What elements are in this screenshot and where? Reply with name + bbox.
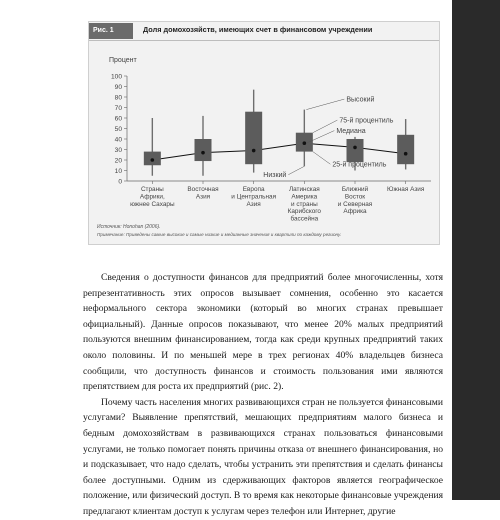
annotation-q1: 25-й процентиль <box>332 161 387 169</box>
x-tick-label: Африки, <box>139 193 165 201</box>
median-trend-line <box>152 143 405 160</box>
figure-label: Рис. 1 <box>89 23 133 39</box>
y-tick-label: 40 <box>114 136 122 144</box>
box <box>347 139 364 162</box>
median-point <box>252 149 256 153</box>
x-tick-label: Америка <box>291 193 318 201</box>
annotation-pointer <box>306 99 344 110</box>
y-tick-label: 100 <box>110 73 122 81</box>
figure <box>88 21 440 245</box>
box <box>245 112 262 165</box>
annotation-pointer <box>313 152 331 165</box>
x-tick-label: Восточная <box>187 186 219 193</box>
y-tick-label: 10 <box>114 167 122 175</box>
y-axis-label: Процент <box>109 57 137 64</box>
y-tick-label: 0 <box>118 178 122 186</box>
x-tick-label: Латинская <box>288 186 320 193</box>
y-tick-label: 30 <box>114 146 122 154</box>
x-tick-label: Азия <box>246 200 261 208</box>
y-tick-label: 50 <box>114 125 122 133</box>
median-point <box>353 146 357 150</box>
annotation-pointer <box>288 166 304 174</box>
x-tick-label: и Центральная <box>231 193 277 201</box>
figure-source: Источник: Honohan (2006). <box>97 224 161 230</box>
paragraph-2: Почему часть населения многих развивающихся стран не пользуется финансовыми услугами? Выявление препятствий, мешающих предприятиям малого бизнеса и бедным домохозяйствам в развивающихся странах пользоваться финансовыми услугами, не только помогает понять причины отказа от внешнего финансирования, но и подсказывает, что надо сделать, чтобы устранить эти препятствия и сделать финансы более доступными. Одним из сдерживающих факторов является географическое положение, или физический доступ. В то время как некоторые финансовые учреждения предлагают клиентам доступ к услугам через телефон или Интернет, другие <box>83 396 443 517</box>
y-tick-label: 60 <box>114 115 122 123</box>
x-tick-label: Азия <box>195 193 211 201</box>
annotation-low: Низкий <box>263 172 287 180</box>
y-tick-label: 90 <box>114 83 122 91</box>
figure-title: Доля домохозяйств, имеющих счет в финансовом учреждении <box>143 25 373 34</box>
median-point <box>303 141 307 145</box>
x-tick-label: и страны <box>290 200 318 208</box>
figure-note: Примечание: Приведены самые высокие и самые низкие и медианные значения и квартили по каждому региону. <box>97 232 342 237</box>
x-tick-label: Европа <box>242 186 265 193</box>
box <box>397 135 414 164</box>
box <box>195 139 212 161</box>
paragraph-1: Сведения о доступности финансов для предприятий более многочисленны, хотя репрезентативность этих опросов вызывает сомнения, особенно это касается неформального сектора экономики (который во многих странах превышает официальный). Данные опросов показывают, что менее 20% малых предприятий пользуются внешним финансированием, тогда как среди крупных предприятий таких около половины. И по меньшей мере в трех регионах 40% владельцев бизнеса сообщили, что доступность финансов и стоимость пользования ими являются препятствием для роста их предприятий (рис. 2). <box>83 272 443 393</box>
body-text <box>83 270 443 520</box>
y-tick-label: 20 <box>114 157 122 165</box>
book-edge-shadow <box>452 0 500 500</box>
x-tick-label: Африка <box>343 208 367 216</box>
x-tick-label: Ближний <box>341 186 369 193</box>
page-left-margin <box>0 0 72 500</box>
y-tick-label: 80 <box>114 94 122 102</box>
box-plot-chart <box>89 22 439 244</box>
x-tick-label: Страны <box>140 186 164 193</box>
annotation-high: Высокий <box>346 96 375 104</box>
x-tick-label: и Северная <box>337 200 373 208</box>
median-point <box>404 152 408 156</box>
annotation-q3: 75-й процентиль <box>339 117 394 125</box>
median-point <box>151 158 155 162</box>
x-tick-label: бассейна <box>290 215 319 223</box>
x-tick-label: южнее Сахары <box>130 200 175 208</box>
x-tick-label: Карибского <box>287 208 322 216</box>
y-tick-label: 70 <box>114 104 122 112</box>
x-tick-label: Южная Азия <box>387 186 425 193</box>
x-tick-label: Восток <box>344 193 366 201</box>
median-point <box>201 151 205 155</box>
annotation-median: Медиана <box>336 128 366 136</box>
